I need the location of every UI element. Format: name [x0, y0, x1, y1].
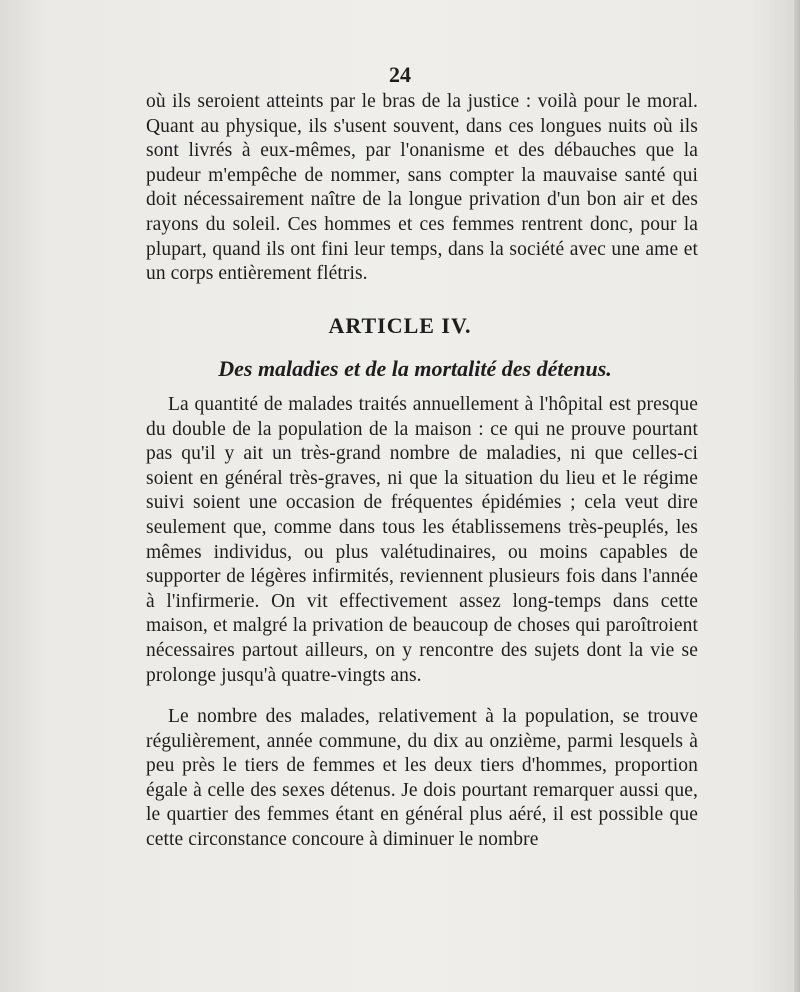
- article-subheading: Des maladies et de la mortalité des détenus.: [218, 356, 612, 381]
- paragraph-1: où ils seroient atteints par le bras de la justice : voilà pour le moral. Quant au physique, ils s'usent souvent, dans ces longues nuits où ils sont livrés à eux-mêmes, par l'onanisme et des débauches que la pudeur m'empêche de nommer, sans compter la mauvaise santé qui doit nécessairement naître de la longue privation d'un bon air et des rayons du soleil. Ces hommes et ces femmes rentrent donc, pour la plupart, quand ils ont fini leur temps, dans la société avec une ame et un corps entièrement flétris.: [146, 91, 698, 285]
- page-edge: [794, 0, 800, 992]
- article-heading: ARTICLE IV.: [328, 313, 472, 338]
- page-number: 24: [389, 62, 411, 87]
- paragraph-3: Le nombre des malades, relativement à la population, se trouve régulièrement, année commune, du dix au onzième, parmi lesquels à peu près le tiers de femmes et les deux tiers d'hommes, proportion égale à celle des sexes détenus. Je dois pourtant remarquer aussi que, le quartier des femmes étant en général plus aéré, il est possible que cette circonstance concoure à diminuer le nombre: [146, 706, 698, 850]
- paragraph-2: La quantité de malades traités annuellement à l'hôpital est presque du double de la population de la maison : ce qui ne prouve pourtant pas qu'il y ait un très-grand nombre de maladies, ni que celles-ci soient en général très-graves, ni que la situation du lieu et le régime suivi soient une occasion de fréquentes épidémies ; cela veut dire seulement que, comme dans tous les établissemens très-peuplés, les mêmes individus, ou plus valétudinaires, ou moins capables de supporter de légères infirmités, reviennent plusieurs fois dans l'année à l'infirmerie. On vit effectivement assez long-temps dans cette maison, et malgré la privation de beaucoup de choses qui paroîtroient nécessaires partout ailleurs, on y rencontre des sujets dont la vie se prolonge jusqu'à quatre-vingts ans.: [146, 394, 698, 686]
